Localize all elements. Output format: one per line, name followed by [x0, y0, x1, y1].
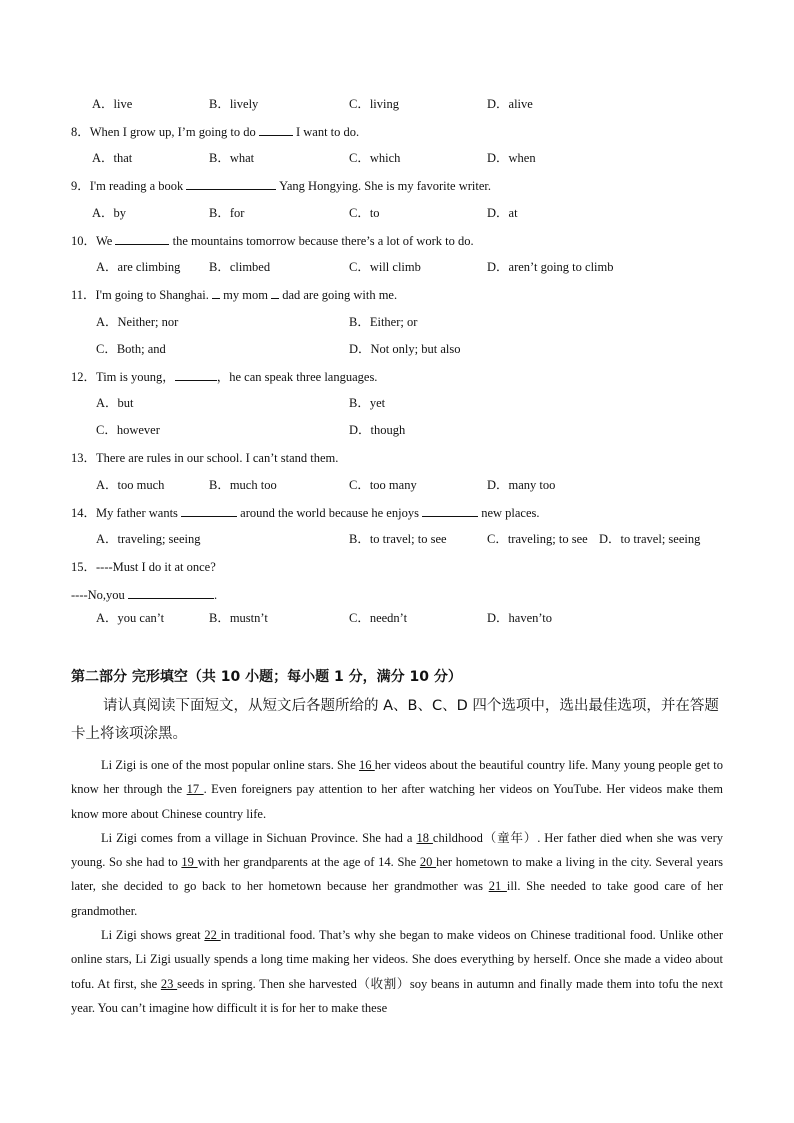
q11-stem-a: 11．I'm going to Shanghai. — [71, 288, 209, 302]
q15-reply-post: . — [213, 588, 218, 602]
blank-23: 23 — [160, 976, 178, 991]
q9-stem-post: Yang Hongying. She is my favorite writer. — [279, 179, 492, 193]
q8-blank — [259, 123, 293, 136]
q9-stem — [71, 177, 491, 194]
passage-paragraph-1 — [71, 753, 723, 826]
q11-stem-c: dad are going with me. — [282, 288, 398, 302]
q12-option-b: B．yet — [349, 396, 386, 410]
passage-paragraph-2 — [71, 826, 723, 923]
q15-option-a: A．you can’t — [96, 611, 165, 625]
q9-option-c: C．to — [349, 206, 380, 220]
q7-option-a: A．live — [92, 97, 133, 111]
blank-16: 16 — [359, 758, 375, 772]
blank-20: 20 — [419, 855, 437, 870]
text-run: . Even foreigners pay attention to her after watching her videos on YouTube. Her videos make them know more about Chinese country life. — [71, 782, 723, 821]
q14-stem-post: new places. — [481, 506, 540, 520]
q9-option-a: A．by — [92, 206, 127, 220]
blank-18: 18 — [416, 830, 433, 845]
cloze-passage — [71, 753, 723, 1020]
blank-21: 21 — [488, 879, 507, 894]
q11-blank-2 — [271, 286, 279, 299]
text-run: Li Zigi comes from a village in Sichuan Province. She had a — [101, 830, 417, 845]
q10-option-b: B．climbed — [209, 260, 271, 274]
q8-stem-post: I want to do. — [295, 125, 360, 139]
q13-stem: 13．There are rules in our school. I can’t stand them. — [71, 451, 339, 465]
q14-stem-pre: 14．My father wants — [71, 506, 178, 520]
blank-22: 22 — [204, 928, 221, 943]
blank-17: 17 — [186, 782, 204, 797]
q14-option-c: C．traveling; to see — [487, 532, 588, 546]
q15-stem: 15．----Must I do it at once? — [71, 560, 216, 574]
q14-blank-2 — [422, 504, 478, 517]
q14-stem — [71, 504, 540, 521]
q12-stem — [71, 368, 377, 385]
q15-reply — [71, 586, 217, 603]
q12-stem-pre: 12．Tim is young， — [71, 370, 175, 384]
text-run: her hometown to make a living in the city. Several years later, she decided to go back to her hometown because her grandmother was — [71, 855, 723, 894]
q14-option-d: D．to travel; seeing — [599, 532, 701, 546]
q10-blank — [115, 232, 169, 245]
q12-blank — [175, 368, 217, 381]
q9-option-b: B．for — [209, 206, 245, 220]
text-run: childhood（童年）. Her father died when she was very young. So she had to — [71, 830, 723, 870]
q11-option-c: C．Both; and — [96, 342, 166, 356]
q11-option-b: B．Either; or — [349, 315, 418, 329]
q10-option-a: A．are climbing — [96, 260, 181, 274]
q8-option-b: B．what — [209, 151, 255, 165]
section-instruction: 请认真阅读下面短文，从短文后各题所给的 A、B、C、D 四个选项中，选出最佳选项，并在答题卡上将该项涂黑。 — [71, 698, 719, 742]
text-run: in traditional food. That’s why she began to make videos on Chinese traditional food. Unlike other online stars, Li Zigi usually spends a long time making her videos. She does everything by herself. Once she made a video about tofu. At first, she — [71, 928, 723, 991]
q15-reply-pre: ----No,you — [71, 588, 125, 602]
q7-option-b: B．lively — [209, 97, 259, 111]
q10-option-c: C．will climb — [349, 260, 421, 274]
q11-stem — [71, 286, 397, 303]
q15-option-b: B．mustn’t — [209, 611, 268, 625]
q10-option-d: D．aren’t going to climb — [487, 260, 614, 274]
q9-stem-pre: 9．I'm reading a book — [71, 179, 184, 193]
q10-stem-pre: 10．We — [71, 234, 113, 248]
q14-stem-mid: around the world because he enjoys — [240, 506, 419, 520]
q12-option-c: C．however — [96, 423, 160, 437]
section-heading-part2: 第二部分 完形填空（共 10 小题；每小题 1 分，满分 10 分） — [71, 669, 462, 685]
passage-paragraph-3 — [71, 923, 723, 1020]
q12-option-a: A．but — [96, 396, 134, 410]
q15-option-c: C．needn’t — [349, 611, 408, 625]
text-run: with her grandparents at the age of 14. She — [197, 855, 420, 870]
text-run: Li Zigi shows great — [101, 928, 205, 943]
q15-blank — [128, 586, 214, 599]
q8-stem — [71, 123, 359, 140]
q7-option-d: D．alive — [487, 97, 533, 111]
q14-option-b: B．to travel; to see — [349, 532, 447, 546]
q9-option-d: D．at — [487, 206, 518, 220]
q10-stem — [71, 232, 474, 249]
q8-stem-pre: 8．When I grow up, I’m going to do — [71, 125, 256, 139]
q14-blank-1 — [181, 504, 237, 517]
q13-option-d: D．many too — [487, 478, 556, 492]
text-run: Li Zigi is one of the most popular online stars. She — [101, 758, 360, 772]
text-run: seeds in spring. Then she harvested（收割）soy beans in autumn and finally made them into tofu the next year. You can’t imagine how difficult it is for her to make these — [71, 976, 724, 1015]
q11-stem-b: my mom — [223, 288, 268, 302]
text-run: her videos about the beautiful country life. Many young people get to know her through the — [71, 758, 723, 797]
q11-blank-1 — [212, 286, 220, 299]
q14-option-a: A．traveling; seeing — [96, 532, 201, 546]
q15-option-d: D．haven’to — [487, 611, 553, 625]
q11-option-a: A．Neither; nor — [96, 315, 179, 329]
text-run: ill. She needed to take good care of her grandmother. — [71, 879, 723, 918]
q13-option-a: A．too much — [96, 478, 165, 492]
q11-option-d: D．Not only; but also — [349, 342, 461, 356]
q7-option-c: C．living — [349, 97, 400, 111]
q8-option-c: C．which — [349, 151, 401, 165]
blank-19: 19 — [181, 855, 198, 870]
q12-stem-post: ，he can speak three languages. — [216, 370, 378, 384]
q8-option-d: D．when — [487, 151, 536, 165]
q12-option-d: D．though — [349, 423, 406, 437]
q13-option-b: B．much too — [209, 478, 277, 492]
q9-blank — [186, 177, 276, 190]
q8-option-a: A．that — [92, 151, 133, 165]
q13-option-c: C．too many — [349, 478, 417, 492]
q10-stem-post: the mountains tomorrow because there’s a lot of work to do. — [172, 234, 474, 248]
